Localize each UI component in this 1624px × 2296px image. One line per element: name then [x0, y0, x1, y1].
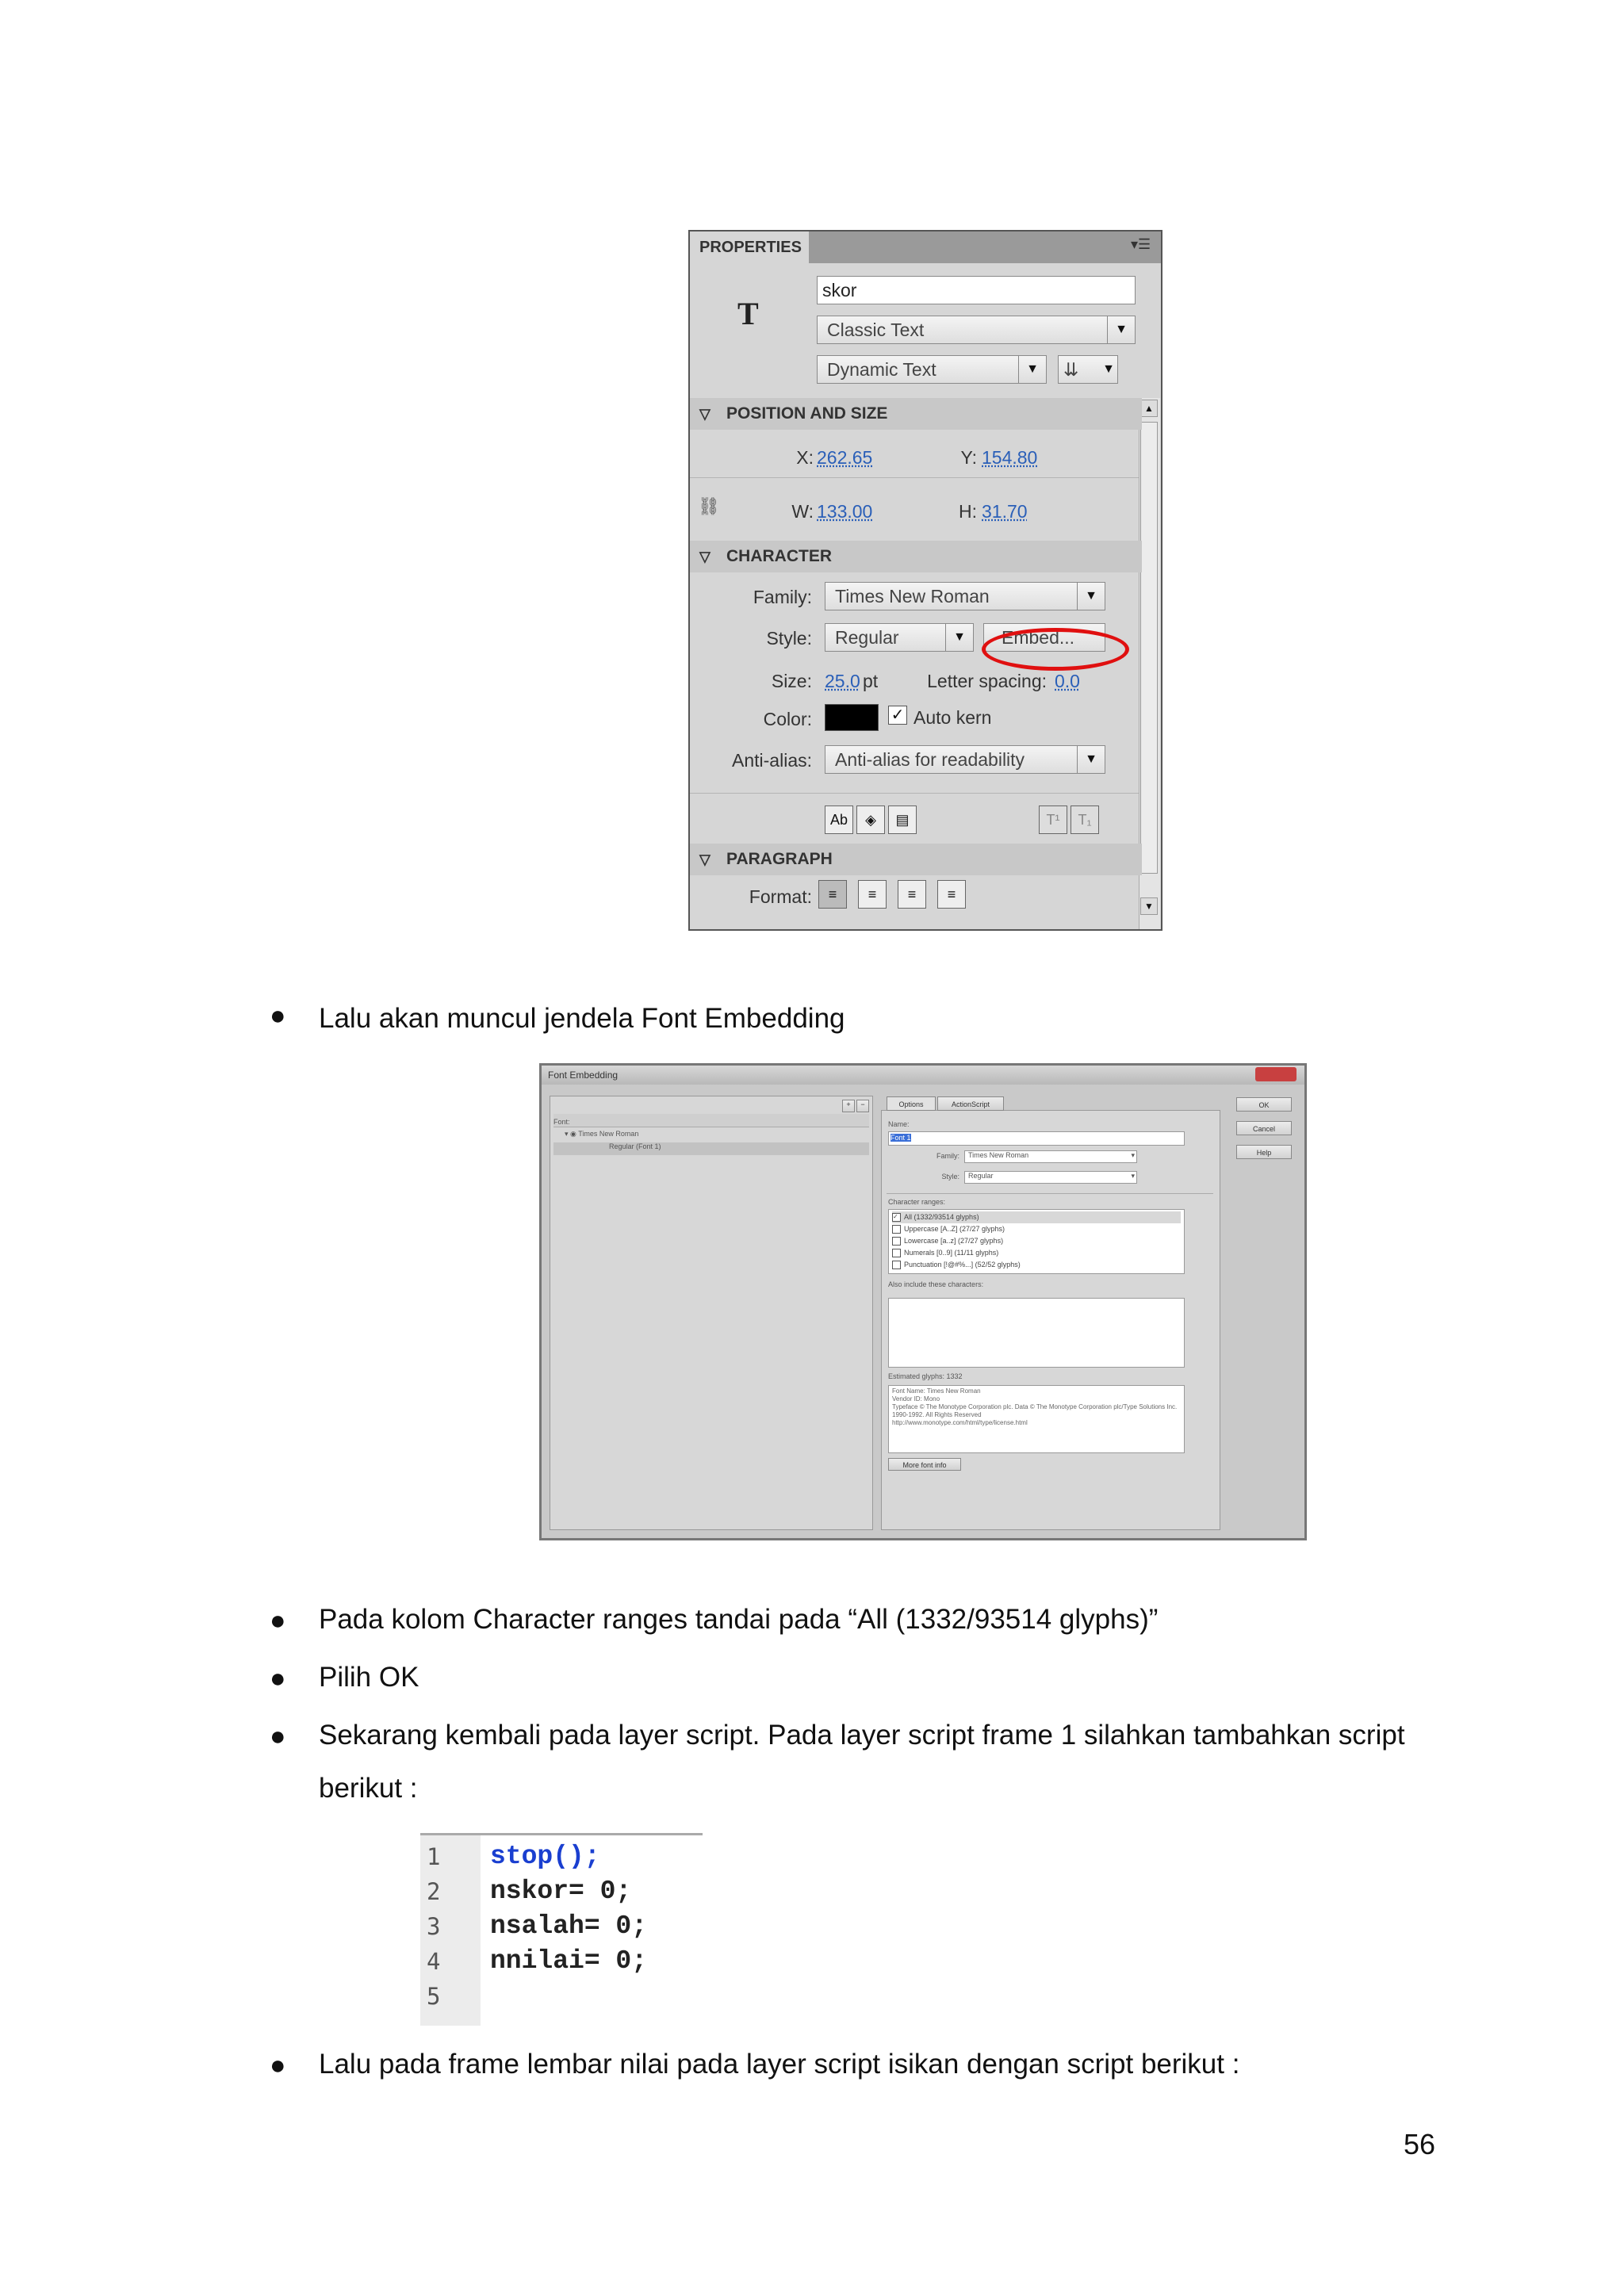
font-info-box — [888, 1385, 1185, 1453]
name-input[interactable] — [888, 1131, 1185, 1146]
bullet-dot: ● — [270, 1001, 286, 1031]
tab-actionscript[interactable]: ActionScript — [937, 1096, 1004, 1111]
text-type-select[interactable] — [817, 355, 1047, 384]
divider — [887, 1193, 1213, 1194]
tree-style-item[interactable]: Regular (Font 1) — [553, 1142, 869, 1155]
w-value[interactable]: 133.00 — [817, 501, 873, 522]
x-label: X: — [796, 447, 814, 468]
line-type-icon: ⇊ — [1063, 359, 1079, 380]
collapse-triangle-icon: ▽ — [699, 851, 710, 867]
link-constrain-icon[interactable]: ⛓ — [698, 496, 720, 516]
checkbox[interactable] — [892, 1225, 901, 1234]
ok-button[interactable]: OK — [1236, 1097, 1292, 1112]
name-label: Name: — [888, 1120, 910, 1128]
char-range-row[interactable]: ✓ All (1332/93514 glyphs) — [892, 1211, 1181, 1223]
chevron-down-icon: ▼ — [945, 624, 973, 651]
text-engine-value: Classic Text — [827, 320, 925, 340]
checkbox-checked[interactable]: ✓ — [892, 1213, 901, 1222]
line-number: 5 — [427, 1983, 441, 2010]
align-justify-icon[interactable]: ≡ — [937, 880, 966, 909]
chevron-down-icon: ▾ — [1131, 1151, 1135, 1159]
add-font-button[interactable]: + — [842, 1100, 855, 1112]
line-number: 2 — [427, 1878, 441, 1905]
dialog-title-bar: Font Embedding — [542, 1066, 1304, 1085]
size-label: Size: — [771, 671, 812, 691]
superscript-icon[interactable]: T¹ — [1039, 806, 1067, 834]
family-label: Family: — [936, 1152, 959, 1160]
bullet-text: Sekarang kembali pada layer script. Pada layer script frame 1 silahkan tambahkan script — [319, 1720, 1405, 1751]
size-unit: pt — [863, 671, 879, 691]
font-style-select[interactable] — [825, 623, 974, 652]
h-label: H: — [959, 501, 977, 522]
y-label: Y: — [960, 447, 977, 468]
line-number: 1 — [427, 1843, 441, 1870]
family-select[interactable]: Times New Roman ▾ — [964, 1150, 1137, 1163]
properties-panel — [688, 230, 1162, 931]
chevron-down-icon: ▼ — [1077, 583, 1105, 610]
code-line: nskor= 0; — [490, 1877, 632, 1906]
color-swatch[interactable] — [825, 704, 879, 731]
paragraph-header[interactable]: ▽ PARAGRAPH — [690, 844, 1142, 875]
instance-name-input[interactable]: skor — [817, 276, 1136, 304]
code-line: stop(); — [490, 1842, 600, 1871]
bullet-text: Pada kolom Character ranges tandai pada “All (1332/93514 glyphs)” — [319, 1604, 1159, 1635]
also-include-label: Also include these characters: — [888, 1280, 984, 1288]
char-ranges-list[interactable] — [888, 1209, 1185, 1274]
page-number: 56 — [1404, 2128, 1436, 2160]
line-number: 4 — [427, 1948, 441, 1975]
bullet-text: Lalu pada frame lembar nilai pada layer script isikan dengan script berikut : — [319, 2049, 1240, 2080]
letter-spacing-label: Letter spacing: — [927, 671, 1047, 691]
checkbox[interactable] — [892, 1237, 901, 1246]
embed-button[interactable]: Embed... — [983, 623, 1105, 652]
collapse-triangle-icon: ▽ — [699, 549, 710, 564]
checkbox[interactable] — [892, 1249, 901, 1257]
help-button[interactable]: Help — [1236, 1145, 1292, 1159]
antialias-select[interactable] — [825, 745, 1105, 774]
bullet-dot: ● — [270, 1663, 286, 1693]
color-label: Color: — [763, 709, 812, 729]
code-snippet — [420, 1833, 703, 2026]
size-value[interactable]: 25.0 — [825, 671, 860, 691]
font-style-value: Regular — [835, 627, 899, 648]
auto-kern-checkbox[interactable]: ✓ — [888, 706, 907, 725]
scroll-up-button[interactable]: ▲ — [1140, 400, 1158, 417]
horizontal-divider — [690, 793, 1139, 794]
estimated-glyphs: Estimated glyphs: 1332 — [888, 1372, 963, 1380]
style-label: Style: — [766, 628, 812, 649]
bullet-text: Lalu akan muncul jendela Font Embedding — [319, 1003, 845, 1034]
bullet-dot: ● — [270, 1721, 286, 1751]
chevron-down-icon: ▼ — [1018, 356, 1046, 383]
chevron-down-icon: ▾ — [1131, 1172, 1135, 1180]
style-label: Style: — [941, 1173, 959, 1181]
antialias-label: Anti-alias: — [732, 750, 812, 771]
format-label: Format: — [749, 886, 812, 907]
y-value[interactable]: 154.80 — [982, 447, 1038, 468]
family-label: Family: — [753, 587, 812, 607]
panel-menu-icon[interactable]: ▾☰ — [1131, 236, 1151, 252]
chevron-down-icon: ▼ — [1077, 746, 1105, 773]
char-range-row[interactable]: Lowercase [a..z] (27/27 glyphs) — [892, 1235, 1181, 1247]
chevron-down-icon: ▼ — [1102, 362, 1115, 376]
char-range-row[interactable]: Uppercase [A..Z] (27/27 glyphs) — [892, 1223, 1181, 1235]
font-info-text: Font Name: Times New Roman Vendor ID: Mono Typeface © The Monotype Corporation plc. Data © The Monotype Corporation plc/Type Solutions Inc. 1990-1992. All Rights Reserved http://www.monotype.com/html/type/license.html — [892, 1387, 1178, 1426]
collapse-triangle-icon: ▽ — [699, 406, 710, 422]
char-range-row[interactable]: Punctuation [!@#%...] (52/52 glyphs) — [892, 1259, 1181, 1271]
properties-tab[interactable]: PROPERTIES — [690, 232, 809, 263]
chevron-down-icon: ▼ — [1107, 316, 1135, 343]
bullet-dot: ● — [270, 1605, 286, 1636]
align-left-icon[interactable]: ≡ — [818, 880, 847, 909]
bullet-text: Pilih OK — [319, 1662, 419, 1693]
letter-spacing-value[interactable]: 0.0 — [1055, 671, 1080, 691]
x-value[interactable]: 262.65 — [817, 447, 873, 468]
h-value[interactable]: 31.70 — [982, 501, 1028, 522]
scrollbar-thumb[interactable] — [1140, 422, 1158, 874]
w-label: W: — [791, 501, 814, 522]
checkbox[interactable] — [892, 1261, 901, 1269]
antialias-value: Anti-alias for readability — [835, 749, 1025, 770]
line-number: 3 — [427, 1913, 441, 1940]
name-value: Font 1 — [891, 1134, 911, 1142]
tree-font-item[interactable]: ▾ ◉ Times New Roman — [565, 1130, 639, 1138]
text-engine-select[interactable] — [817, 316, 1136, 344]
code-line: nnilai= 0; — [490, 1946, 648, 1976]
tab-options[interactable]: Options — [887, 1096, 936, 1111]
options-pane — [881, 1100, 1220, 1530]
text-type-value: Dynamic Text — [827, 359, 936, 380]
font-tree-pane[interactable] — [550, 1096, 873, 1530]
char-ranges-label: Character ranges: — [888, 1198, 946, 1206]
more-font-info-button[interactable]: More font info — [888, 1458, 961, 1471]
render-html-icon[interactable]: ◈ — [856, 806, 885, 834]
font-embedding-dialog — [539, 1063, 1307, 1540]
font-family-select[interactable] — [825, 582, 1105, 610]
remove-font-button[interactable]: − — [856, 1100, 869, 1112]
align-center-icon[interactable]: ≡ — [858, 880, 887, 909]
also-include-textarea[interactable] — [888, 1298, 1185, 1368]
char-range-row[interactable]: Numerals [0..9] (11/11 glyphs) — [892, 1247, 1181, 1259]
close-button[interactable] — [1255, 1067, 1297, 1081]
position-size-header[interactable]: ▽ POSITION AND SIZE — [690, 398, 1142, 430]
character-header[interactable]: ▽ CHARACTER — [690, 541, 1142, 572]
align-right-icon[interactable]: ≡ — [898, 880, 926, 909]
font-family-value: Times New Roman — [835, 586, 990, 607]
text-tool-icon: T — [737, 296, 759, 331]
code-line: nsalah= 0; — [490, 1911, 648, 1941]
style-select[interactable]: Regular ▾ — [964, 1171, 1137, 1184]
show-border-icon[interactable]: ▤ — [888, 806, 917, 834]
cancel-button[interactable]: Cancel — [1236, 1121, 1292, 1135]
tree-header: Font: — [553, 1114, 869, 1127]
auto-kern-label: Auto kern — [914, 707, 992, 728]
scroll-down-button[interactable]: ▼ — [1140, 897, 1158, 915]
subscript-icon[interactable]: T₁ — [1071, 806, 1099, 834]
bullet-text-continuation: berikut : — [319, 1773, 418, 1804]
bullet-dot: ● — [270, 2050, 286, 2080]
line-type-select[interactable] — [1058, 355, 1118, 384]
horizontal-divider — [690, 477, 1139, 478]
highlight-circle — [982, 628, 1129, 671]
selectable-text-icon[interactable]: Ab — [825, 806, 853, 834]
